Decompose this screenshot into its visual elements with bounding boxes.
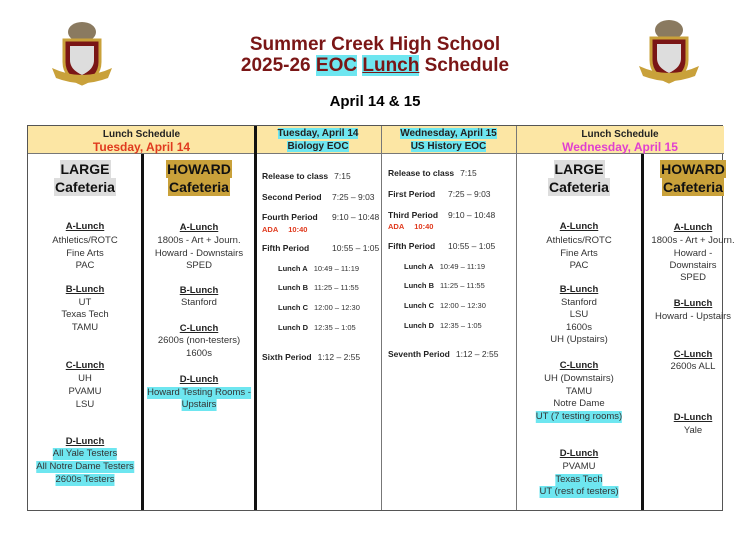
period-time: 10:55 – 1:05 (332, 243, 380, 253)
title-lunch: Lunch (362, 55, 420, 76)
period-time: 12:35 – 1:05 (314, 323, 356, 332)
period-time: 11:25 – 11:55 (440, 281, 485, 290)
period-time: 1:12 – 2:55 (455, 349, 499, 359)
period-row (388, 189, 491, 199)
lunch-group-item: 1800s - Art + Journ. (651, 235, 735, 246)
title-year: 2025-26 (240, 55, 316, 76)
period-time: 11:25 – 11:55 (314, 283, 359, 292)
wed-eoc-title: Wednesday, April 15 (400, 128, 497, 139)
period-label: Seventh Period (388, 349, 450, 359)
period-label: Lunch A (404, 262, 434, 271)
period-row (388, 349, 498, 359)
tue-lunch-header (28, 126, 255, 154)
lunch-group-item: PVAMU (562, 461, 596, 472)
lunch-slot-row (278, 283, 359, 292)
lunch-period-heading: C-Lunch (559, 360, 599, 371)
lunch-group-item: TAMU (71, 322, 99, 333)
lunch-period-heading: D-Lunch (65, 436, 105, 447)
lunch-group-item: All Notre Dame Testers (36, 461, 134, 472)
lunch-period-heading: B-Lunch (559, 284, 599, 295)
lunch-slot-row (404, 301, 486, 310)
schedule-dates: April 14 & 15 (329, 93, 421, 110)
lunch-period-heading: C-Lunch (179, 323, 219, 334)
period-label: Sixth Period (262, 352, 312, 362)
period-label: Third Period (388, 210, 439, 220)
lunch-group-item: Stanford (181, 297, 217, 308)
period-label: Lunch D (278, 323, 308, 332)
lunch-group-item: Stanford (561, 297, 597, 308)
lunch-group-item: UH (Upstairs) (550, 334, 608, 345)
lunch-slot-row (404, 321, 482, 330)
lunch-group-item: SPED (680, 272, 706, 283)
period-label: Lunch C (404, 301, 434, 310)
lunch-group-item: All Yale Testers (52, 448, 118, 459)
period-row (262, 243, 380, 253)
cafeteria-name: LARGE (60, 161, 110, 177)
ada-time (262, 225, 307, 234)
lunch-group-item: Notre Dame (553, 398, 605, 409)
cafeteria-label: Cafeteria (663, 179, 723, 195)
lunch-period-heading: B-Lunch (65, 284, 105, 295)
lunch-group-item: PVAMU (68, 386, 102, 397)
period-time: 12:00 – 12:30 (314, 303, 360, 312)
lunch-group-item: Howard Testing Rooms - (147, 387, 251, 398)
lunch-group-item: Athletics/ROTC (546, 235, 612, 246)
lunch-group-item: TAMU (565, 386, 593, 397)
lunch-period-heading: B-Lunch (673, 298, 713, 309)
period-time: 10:49 – 11:19 (439, 262, 486, 271)
lunch-group-item: Howard - Upstairs (654, 311, 732, 322)
cafeteria-title (633, 160, 750, 196)
wed-eoc-header (381, 126, 516, 154)
period-time: 7:15 (334, 171, 351, 181)
lunch-period-heading: B-Lunch (179, 285, 219, 296)
lunch-group-item: UT (78, 297, 92, 308)
period-time: 10:55 – 1:05 (448, 241, 496, 251)
lunch-period-heading: A-Lunch (673, 222, 713, 233)
lunch-period-heading: D-Lunch (673, 412, 713, 423)
schedule-title (0, 55, 750, 77)
lunch-period-heading: A-Lunch (559, 221, 599, 232)
lunch-group-item: Upstairs (181, 399, 217, 410)
ada-value: 10:40 (414, 222, 434, 231)
wed-eoc-subject: US History EOC (410, 141, 487, 152)
period-label: Lunch C (278, 303, 308, 312)
lunch-group-item: Fine Arts (66, 248, 104, 259)
period-time: 7:25 – 9:03 (332, 192, 375, 202)
period-label: Release to class (388, 168, 455, 178)
schedule-table (27, 125, 735, 511)
period-row (262, 171, 351, 181)
lunch-group-item: UH (Downstairs) (544, 373, 614, 384)
ada-label: ADA (388, 222, 405, 231)
ada-time (388, 222, 433, 231)
tue-eoc-subject: Biology EOC (287, 141, 349, 152)
period-time: 12:00 – 12:30 (440, 301, 486, 310)
cafeteria-name: HOWARD (661, 161, 725, 177)
lunch-group-item: SPED (186, 260, 212, 271)
period-time: 10:49 – 11:19 (313, 264, 360, 273)
period-time: 12:35 – 1:05 (440, 321, 482, 330)
cafeteria-title (25, 160, 145, 196)
period-time: 1:12 – 2:55 (317, 352, 361, 362)
lunch-group-item: 2600s (non-testers) (157, 335, 241, 346)
ada-label: ADA (262, 225, 279, 234)
wed-lunch-title: Lunch Schedule (581, 129, 659, 140)
divider (141, 154, 144, 510)
cafeteria-label: Cafeteria (169, 179, 229, 195)
period-label: Lunch B (278, 283, 308, 292)
school-name: Summer Creek High School (249, 34, 501, 55)
lunch-group-item: PAC (75, 260, 95, 271)
period-row (388, 210, 496, 220)
lunch-group-item: 1800s - Art + Journ. (157, 235, 241, 246)
period-time: 9:10 – 10:48 (332, 212, 380, 222)
divider (381, 126, 382, 510)
lunch-group-item: Downstairs (669, 260, 717, 271)
lunch-group-item: Fine Arts (560, 248, 598, 259)
period-time: 7:25 – 9:03 (448, 189, 491, 199)
cafeteria-title (139, 160, 259, 196)
lunch-period-heading: A-Lunch (179, 222, 219, 233)
lunch-slot-row (278, 303, 360, 312)
period-label: Lunch D (404, 321, 434, 330)
title-eoc: EOC (315, 55, 358, 76)
period-label: Second Period (262, 192, 322, 202)
lunch-slot-row (278, 264, 359, 273)
cafeteria-name: HOWARD (167, 161, 231, 177)
lunch-group-item: UH (78, 373, 92, 384)
period-label: Lunch B (404, 281, 434, 290)
tue-eoc-title: Tuesday, April 14 (277, 128, 359, 139)
period-time: 7:15 (460, 168, 477, 178)
period-row (262, 192, 375, 202)
wed-lunch-day: Wednesday, April 15 (562, 140, 678, 154)
tue-lunch-day: Tuesday, April 14 (92, 140, 191, 154)
lunch-group-item: 1600s (186, 348, 212, 359)
period-row (388, 168, 477, 178)
cafeteria-name: LARGE (554, 161, 604, 177)
lunch-group-item: Howard - (673, 248, 713, 259)
lunch-slot-row (278, 323, 356, 332)
period-label: Fifth Period (262, 243, 310, 253)
wed-lunch-header (516, 126, 724, 154)
divider (641, 154, 644, 510)
lunch-period-heading: C-Lunch (673, 349, 713, 360)
period-row (262, 212, 380, 222)
period-row (262, 352, 360, 362)
ada-value: 10:40 (288, 225, 308, 234)
lunch-group-item: Texas Tech (61, 309, 109, 320)
lunch-slot-row (404, 281, 485, 290)
lunch-group-item: UT (rest of testers) (539, 486, 619, 497)
lunch-period-heading: A-Lunch (65, 221, 105, 232)
lunch-group-item: PAC (569, 260, 589, 271)
lunch-group-item: LSU (569, 309, 589, 320)
lunch-group-item: Athletics/ROTC (52, 235, 118, 246)
period-row (388, 241, 496, 251)
lunch-group-item: 2600s ALL (670, 361, 716, 372)
divider (516, 126, 517, 510)
tue-lunch-title: Lunch Schedule (102, 129, 181, 140)
lunch-group-item: 2600s Testers (55, 474, 115, 485)
lunch-group-item: UT (7 testing rooms) (535, 411, 623, 422)
lunch-period-heading: D-Lunch (179, 374, 219, 385)
period-label: Fourth Period (262, 212, 318, 222)
lunch-group-item: Texas Tech (555, 474, 603, 485)
lunch-period-heading: C-Lunch (65, 360, 105, 371)
lunch-group-item: Yale (683, 425, 703, 436)
period-label: Lunch A (278, 264, 308, 273)
cafeteria-label: Cafeteria (55, 179, 115, 195)
lunch-group-item: 1600s (566, 322, 592, 333)
title-schedule: Schedule (419, 55, 510, 76)
period-time: 9:10 – 10:48 (448, 210, 496, 220)
lunch-group-item: Howard - Downstairs (154, 248, 244, 259)
lunch-period-heading: D-Lunch (559, 448, 599, 459)
cafeteria-label: Cafeteria (549, 179, 609, 195)
period-label: Fifth Period (388, 241, 436, 251)
period-label: First Period (388, 189, 436, 199)
lunch-slot-row (404, 262, 485, 271)
cafeteria-title (519, 160, 639, 196)
tue-eoc-header (255, 126, 381, 154)
period-label: Release to class (262, 171, 329, 181)
lunch-group-item: LSU (75, 399, 95, 410)
